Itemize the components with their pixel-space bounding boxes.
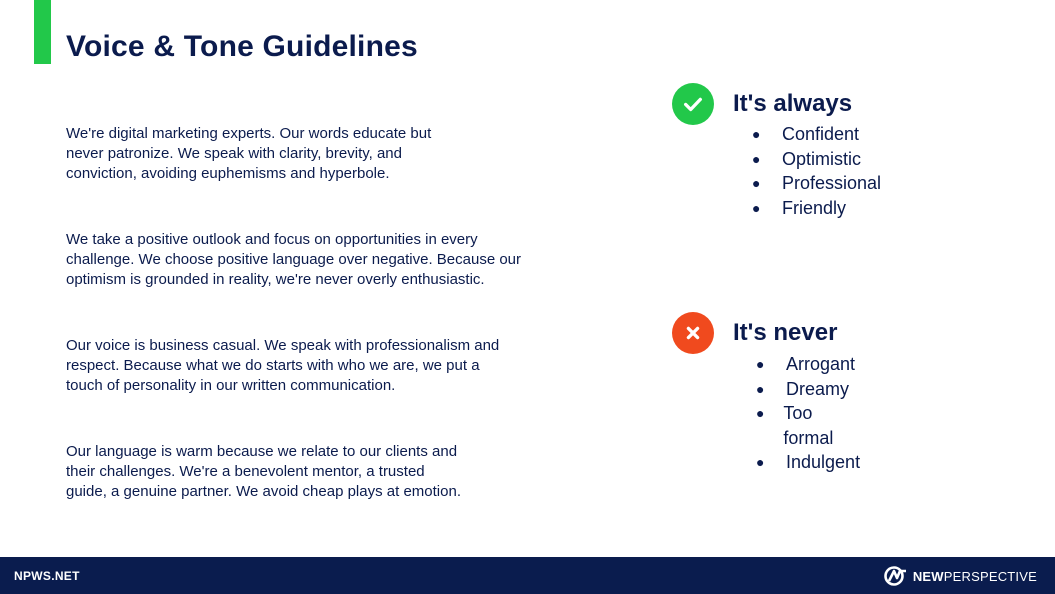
always-section bbox=[672, 83, 882, 218]
always-title: It's always bbox=[733, 90, 853, 117]
never-title: It's never bbox=[733, 319, 838, 346]
bullet-icon: ● bbox=[756, 356, 765, 372]
paragraph-voice: Our voice is business casual. We speak with professionalism and respect. Because what we do starts with who we are, we put a touch of personality in our written communication. bbox=[66, 337, 500, 394]
bullet-icon: ● bbox=[756, 405, 765, 421]
bullet-icon: ● bbox=[756, 454, 765, 470]
footer-bar bbox=[0, 557, 1055, 594]
x-icon bbox=[672, 312, 714, 354]
bullet-icon: ● bbox=[752, 175, 761, 191]
never-header bbox=[672, 312, 837, 354]
footer-url: NPWS.NET bbox=[14, 569, 80, 583]
list-item: ● Indulgent bbox=[756, 450, 860, 475]
accent-bar bbox=[34, 0, 51, 64]
bullet-icon: ● bbox=[752, 199, 761, 216]
list-item: ● Confident bbox=[752, 122, 881, 147]
bullet-icon: ● bbox=[756, 380, 765, 397]
list-item: ● Too formal bbox=[756, 401, 860, 450]
always-header bbox=[672, 83, 852, 125]
bullet-icon: ● bbox=[752, 126, 761, 142]
paragraph-expertise: We're digital marketing experts. Our words educate but never patronize. We speak with clarity, brevity, and conviction, avoiding euphemisms and hyperbole. bbox=[66, 125, 432, 182]
list-item: ● Friendly bbox=[752, 196, 881, 221]
never-section bbox=[672, 312, 861, 472]
brand-logo bbox=[884, 566, 1037, 586]
always-list bbox=[752, 122, 881, 220]
bullet-icon: ● bbox=[752, 150, 761, 167]
new-perspective-logo-icon bbox=[884, 566, 908, 586]
list-item: ● Dreamy bbox=[756, 377, 860, 402]
paragraph-positivity: We take a positive outlook and focus on opportunities in every challenge. We choose positive language over negative. Because our optimism is grounded in reality, we're never overly enthusiastic. bbox=[66, 231, 522, 288]
page-title: Voice & Tone Guidelines bbox=[66, 30, 418, 63]
list-item: ● Professional bbox=[752, 171, 881, 196]
list-item: ● Arrogant bbox=[756, 352, 860, 377]
brand-name: NEWPERSPECTIVE bbox=[912, 568, 1037, 584]
paragraph-warmth: Our language is warm because we relate to our clients and their challenges. We're a benevolent mentor, a trusted guide, a genuine partner. We avoid cheap plays at emotion. bbox=[66, 443, 461, 500]
list-item: ● Optimistic bbox=[752, 147, 881, 172]
check-icon bbox=[672, 83, 714, 125]
never-list bbox=[756, 352, 860, 475]
